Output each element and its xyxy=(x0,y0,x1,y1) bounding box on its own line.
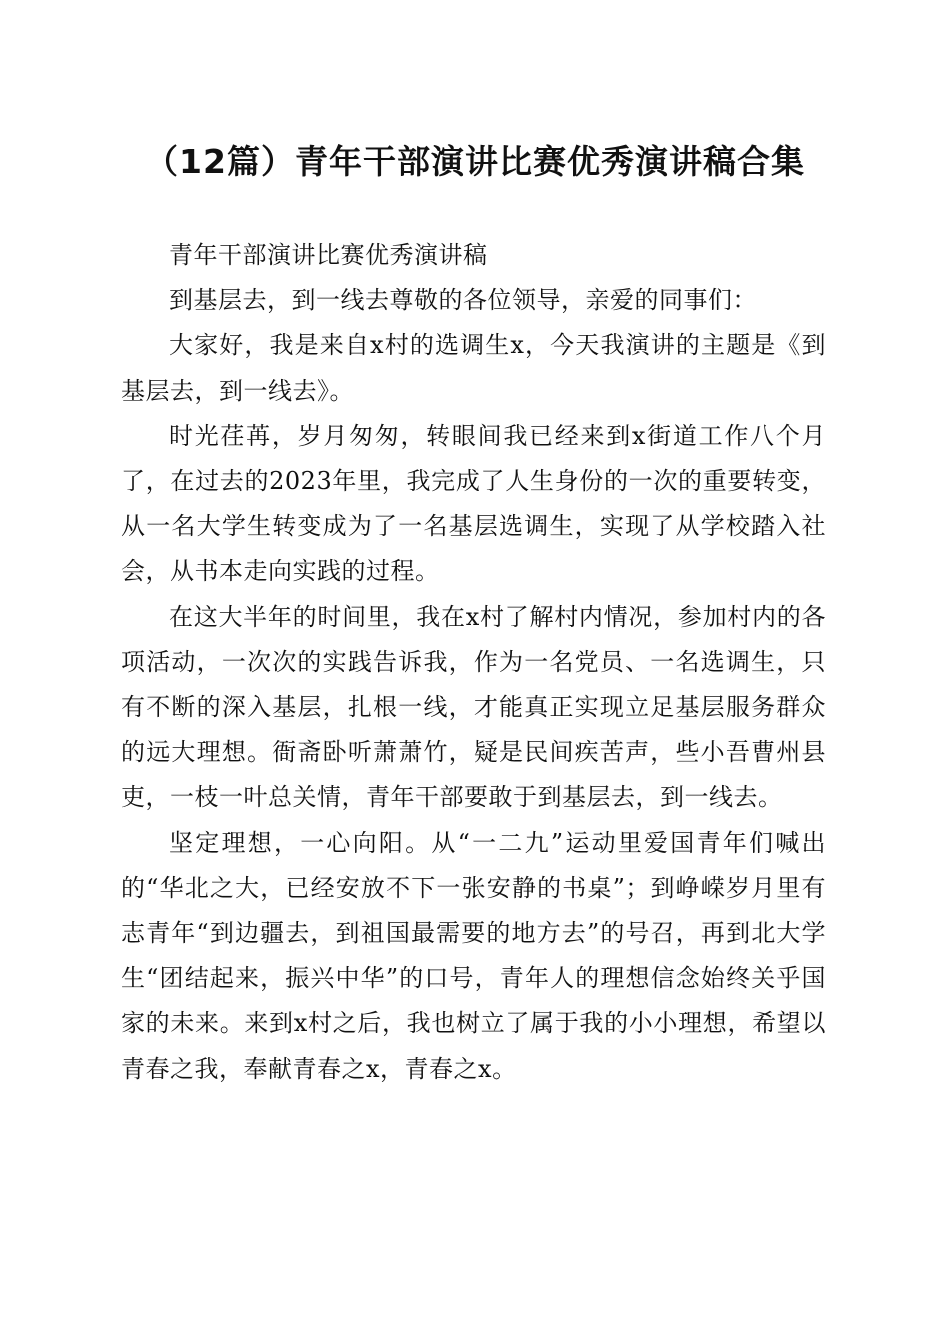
paragraph-greeting: 到基层去，到一线去尊敬的各位领导，亲爱的同事们： xyxy=(169,286,757,315)
paragraph-village-experience: 在这大半年的时间里，我在x村了解村内情况，参加村内的各项活动，一次次的实践告诉我，作为一名党员、一名选调生，只有不断的深入基层，扎根一线，才能真正实现立足基层服务群众的远大理想。衙斋卧听萧萧竹，疑是民间疾苦声，些小吾曹州县吏，一枝一叶总关情，青年干部要敢于到基层去，到一线去。 xyxy=(121,602,826,812)
paragraph-ideals: 坚定理想，一心向阳。从“一二九”运动里爱国青年们喊出的“华北之大，已经安放不下一张安静的书桌”；到峥嵘岁月里有志青年“到边疆去，到祖国最需要的地方去”的号召，再到北大学生“团结起来，振兴中华”的口号，青年人的理想信念始终关乎国家的未来。来到x村之后，我也树立了属于我的小小理想，希望以青春之我，奉献青春之x，青春之x。 xyxy=(121,828,826,1083)
paragraph-introduction: 大家好，我是来自x村的选调生x，今天我演讲的主题是《到基层去，到一线去》。 xyxy=(121,331,826,405)
document-title: （12篇）青年干部演讲比赛优秀演讲稿合集 xyxy=(145,142,805,181)
paragraph-subtitle: 青年干部演讲比赛优秀演讲稿 xyxy=(169,241,488,269)
document-body xyxy=(121,233,826,1092)
paragraph-time-reflection: 时光荏苒，岁月匆匆，转眼间我已经来到x街道工作八个月了，在过去的2023年里，我完成了人生身份的一次的重要转变，从一名大学生转变成为了一名基层选调生，实现了从学校踏入社会，从书本走向实践的过程。 xyxy=(121,421,826,586)
